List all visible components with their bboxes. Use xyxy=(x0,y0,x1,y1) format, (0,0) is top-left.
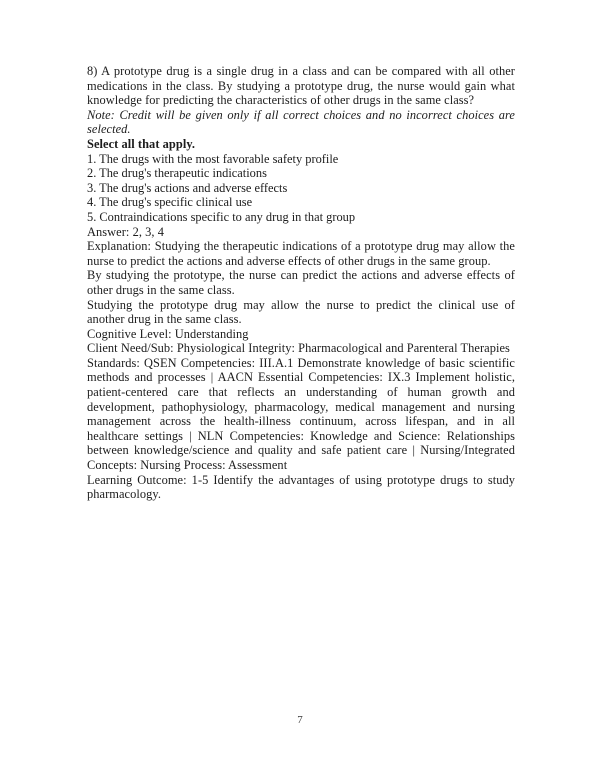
explanation-paragraph: By studying the prototype, the nurse can predict the actions and adverse effects of other drugs in the same class. xyxy=(87,268,515,297)
choice-item: 1. The drugs with the most favorable safety profile xyxy=(87,151,339,166)
client-need-line: Client Need/Sub: Physiological Integrity: Pharmacological and Parenteral Therapies xyxy=(87,341,510,356)
choice-item: 5. Contraindications specific to any drug in that group xyxy=(87,209,356,224)
explanation-paragraph: Explanation: Studying the therapeutic indications of a prototype drug may allow the nurse to predict the actions and adverse effects of other drugs in the same group. xyxy=(87,239,515,268)
question-note: Note: Credit will be given only if all correct choices and no incorrect choices are selected. xyxy=(87,107,515,137)
standards-line: Standards: QSEN Competencies: III.A.1 Demonstrate knowledge of basic scientific methods and processes | AACN Essential Competencies: IX.3 Implement holistic, patient-centered care that reflects an understanding of human growth and development, pathophysiology, pharmacology, medical management and nursing management across the health-illness continuum, across lifespan, and in all healthcare settings | NLN Competencies: Knowledge and Science: Relationships between knowledge/science and quality and safe patient care | Nursing/Integrated Concepts: Nursing Process: Assessment xyxy=(87,355,515,473)
explanation-paragraph: Studying the prototype drug may allow the nurse to predict the clinical use of another drug in the same class. xyxy=(87,297,515,327)
question-stem: 8) A prototype drug is a single drug in a class and can be compared with all other medications in the class. By studying a prototype drug, the nurse would gain what knowledge for predicting the characteristics of other drugs in the same class? xyxy=(87,64,515,108)
choice-item: 2. The drug's therapeutic indications xyxy=(87,166,267,181)
learning-outcome-line: Learning Outcome: 1-5 Identify the advantages of using prototype drugs to study pharmacology. xyxy=(87,472,515,502)
choice-item: 4. The drug's specific clinical use xyxy=(87,195,253,210)
answer-line: Answer: 2, 3, 4 xyxy=(87,224,164,239)
page-content xyxy=(87,64,515,502)
cognitive-level-line: Cognitive Level: Understanding xyxy=(87,326,249,341)
page-number: 7 xyxy=(297,714,303,726)
choice-item: 3. The drug's actions and adverse effects xyxy=(87,180,288,195)
select-all-instruction: Select all that apply. xyxy=(87,136,196,151)
choice-list xyxy=(87,152,515,225)
